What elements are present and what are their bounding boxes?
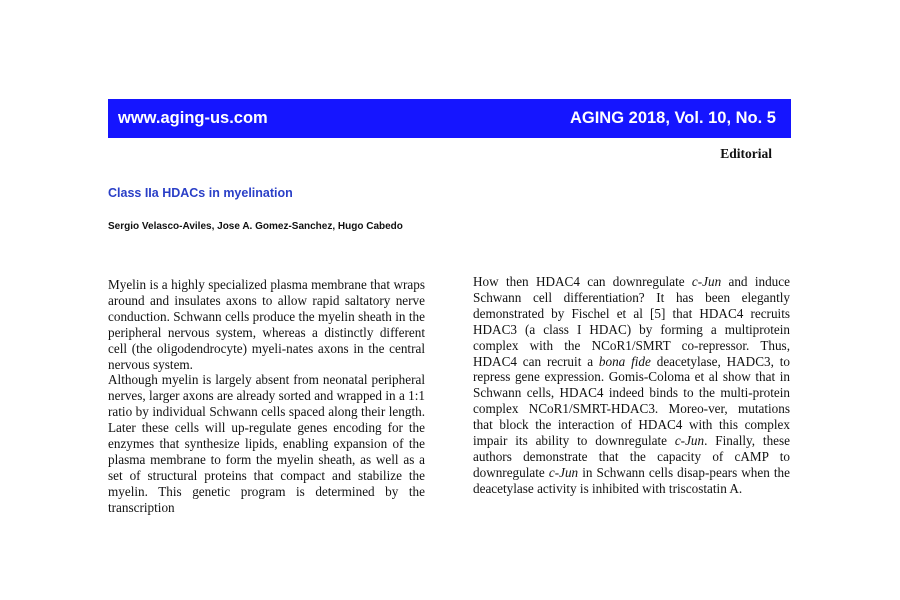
journal-header-banner — [108, 99, 791, 138]
article-title: Class IIa HDACs in myelination — [108, 186, 293, 200]
italic-phrase: bona fide — [598, 353, 651, 369]
site-url[interactable]: www.aging-us.com — [118, 109, 268, 127]
body-paragraph — [473, 274, 790, 497]
text-run: and induce Schwann cell differentiation? It has been elegantly demonstrated by Fischel et al [5] that HDAC4 recruits HDAC3 (a class I HDAC) by forming a multiprotein complex with the NCoR1/SMRT co-repressor. Thus, HDAC4 can recruit a — [473, 274, 790, 369]
text-run: How then HDAC4 can downregulate — [473, 274, 692, 289]
text-run: . Finally, these authors demonstrate that the capacity of cAMP to downregulate — [473, 433, 791, 480]
author-list: Sergio Velasco-Aviles, Jose A. Gomez-Sanchez, Hugo Cabedo — [108, 221, 403, 232]
gene-name: c-Jun — [548, 464, 579, 480]
text-run: deacetylase, HADC3, to repress gene expression. Gomis-Coloma et al show that in Schwann cells, HDAC4 indeed binds to the multi-protein complex NCoR1/SMRT-HDAC3. Moreo-ver, mutations that block the interaction of HDAC4 with this complex impair its ability to downregulate — [473, 353, 790, 449]
gene-name: c-Jun — [691, 274, 722, 289]
body-column-left — [108, 277, 425, 516]
journal-citation: AGING 2018, Vol. 10, No. 5 — [569, 109, 776, 127]
body-paragraph: Myelin is a highly specialized plasma membrane that wraps around and insulates axons to allow rapid saltatory nerve conduction. Schwann cells produce the myelin sheath in the peripheral nervous system, whereas a distinctly different cell (the oligodendrocyte) myeli-nates axons in the central nervous system. — [108, 277, 425, 372]
gene-name: c-Jun — [674, 433, 705, 449]
body-column-right — [473, 274, 790, 497]
text-run: in Schwann cells disap-pears when the deacetylase activity is inhibited with triscostatin A. — [473, 464, 790, 496]
body-paragraph: Although myelin is largely absent from neonatal peripheral nerves, larger axons are already sorted and wrapped in a 1:1 ratio by individual Schwann cells spaced along their length. Later these cells will up-regulate genes encoding for the enzymes that synthesize lipids, enabling expansion of the plasma membrane to form the myelin sheath, as well as a set of structural proteins that compact and stabilize the myelin. This genetic program is determined by the transcription — [108, 372, 425, 515]
article-type-label: Editorial — [720, 146, 772, 161]
